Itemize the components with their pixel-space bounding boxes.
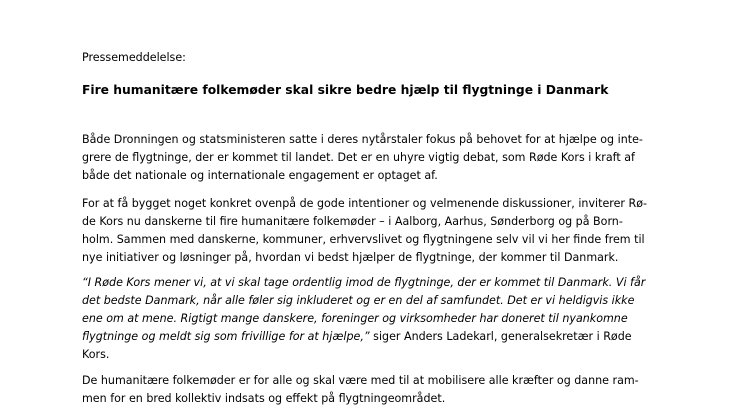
quote-attribution-end: Kors. [82, 347, 110, 361]
quote-end: flygtninge og meldt sig som frivillige for at hjælpe,” [82, 329, 370, 343]
text-line: grere de flygtninge, der er kommet til landet. Det er en uhyre vigtig debat, som Røde Kors i kraft af [82, 150, 635, 164]
quote-attribution: siger Anders Ladekarl, generalsekretær i Røde [369, 329, 632, 343]
text-line: De humanitære folkemøder er for alle og skal være med til at mobilisere alle kræfter og danne ram- [82, 374, 639, 387]
paragraph-quote [82, 274, 645, 363]
quote-line: ene om at mene. Rigtigt mange danskere, foreninger og virksomheder har doneret til nyankomne [82, 311, 628, 325]
text-line: men for en bred kollektiv indsats og effekt på flygtningeområdet. [82, 391, 446, 405]
text-line: de Kors nu danskerne til fire humanitære folkemøder – i Aalborg, Aarhus, Sønderborg og på Born- [82, 214, 623, 228]
quote-line: det bedste Danmark, når alle føler sig inkluderet og er en del af samfundet. Det er vi heldigvis ikke [82, 293, 635, 307]
text-line: både det nationale og internationale engagement er optaget af. [82, 168, 438, 182]
text-line: For at få bygget noget konkret ovenpå de gode intentioner og velmenende diskussioner, inviterer Rø- [82, 197, 648, 210]
text-line: nye initiativer og løsninger på, hvordan vi bedst hjælper de flygtninge, der kommer til Danmark. [82, 250, 619, 264]
headline: Fire humanitære folkemøder skal sikre bedre hjælp til flygtninge i Danmark [82, 83, 609, 97]
paragraph-invitation [82, 195, 647, 267]
paragraph-closing [82, 372, 639, 408]
quote-attribution-line [82, 328, 645, 346]
paragraph-intro [82, 131, 643, 185]
quote-line: “I Røde Kors mener vi, at vi skal tage ordentlig imod de flygtninge, der er kommet til Danmark. Vi får [82, 276, 646, 289]
text-line: Både Dronningen og statsministeren satte i deres nytårstaler fokus på behovet for at hjælpe og inte- [82, 133, 643, 146]
press-release-label: Pressemeddelelse: [82, 51, 186, 64]
text-line: holm. Sammen med danskerne, kommuner, erhvervslivet og flygtningene selv vil vi her finde frem til [82, 232, 645, 246]
